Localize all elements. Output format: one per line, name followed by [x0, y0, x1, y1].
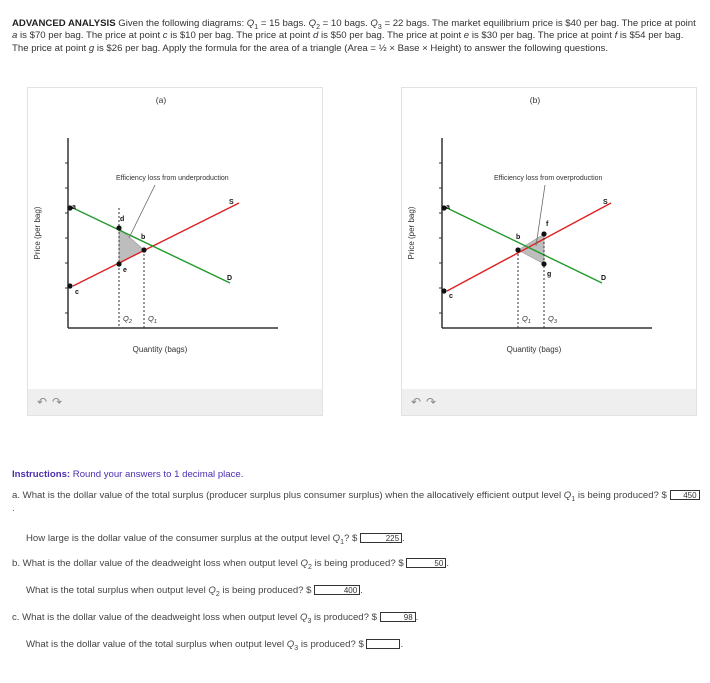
problem-label: ADVANCED ANALYSIS	[12, 18, 116, 29]
undo-icon[interactable]: ↶	[37, 395, 48, 409]
graph-b-tick-q1: $Q_1$	[522, 314, 531, 325]
question-a2: How large is the dollar value of the consumer surplus at the output level $Q_1$? $ 225 .	[26, 533, 405, 546]
graph-a-panel	[27, 87, 323, 416]
graph-a-point-b	[141, 247, 146, 252]
question-b2: What is the total surplus when output level $Q_2$ is being produced? $ 400 .	[26, 585, 363, 598]
graph-b-y-label: Price (per bag)	[407, 206, 416, 260]
question-c2: What is the dollar value of the total surplus when output level $Q_3$ is produced? $ .	[26, 639, 404, 652]
graph-b-label-g: g	[547, 271, 552, 278]
graph-b-point-g	[541, 261, 546, 266]
graph-a	[28, 88, 322, 388]
graph-a-label-a: a	[72, 204, 76, 211]
redo-icon[interactable]: ↷	[426, 395, 437, 409]
graph-b-label-s: S	[603, 199, 608, 206]
graph-a-tick-q2: $Q_2$	[123, 314, 132, 325]
graph-a-toolbar	[28, 389, 322, 415]
graph-b-point-f	[541, 231, 546, 236]
graph-b-demand-curve	[447, 208, 602, 283]
graph-b-annotation: Efficiency loss from overproduction	[494, 175, 603, 182]
problem-intro: ADVANCED ANALYSIS Given the following diagrams: $Q_1 = 15$ bags. $Q_2 = 10$ bags. $Q_3 = 22$ bags. The market equilibrium price is $40 per bag. The price at point a is $70 per bag. The price at point c is $10 per bag. The price at point d is $50 per bag. The price at point e is $30 per bag. The price at point f is $54 per bag. The price at point g is $26 per bag. Apply the formula for the area of a triangle (Area = ½ × Base × Height) to answer the following questions.	[12, 18, 696, 54]
graph-b-point-c	[441, 288, 446, 293]
graph-b-title: (b)	[529, 95, 541, 105]
graph-a-point-c	[67, 283, 72, 288]
graph-a-x-label: Quantity (bags)	[132, 345, 188, 354]
graph-a-supply-curve	[73, 203, 239, 286]
graph-b-label-dcurve: D	[601, 275, 607, 282]
graph-a-label-d: d	[120, 216, 125, 223]
instructions-label: Instructions:	[12, 469, 71, 480]
graph-a-point-d	[116, 225, 121, 230]
graph-a-label-e: e	[123, 267, 127, 274]
graph-a-label-c: c	[75, 289, 79, 296]
question-c: c. What is the dollar value of the deadweight loss when output level $Q_3$ is produced? $ 98 .	[12, 612, 419, 625]
answer-a2-input[interactable]: 225	[360, 533, 402, 543]
graph-b-label-c: c	[449, 293, 453, 300]
redo-icon[interactable]: ↷	[52, 395, 63, 409]
graph-b-point-b	[515, 247, 520, 252]
graph-a-annotation: Efficiency loss from underproduction	[116, 175, 229, 182]
instructions-text: Round your answers to 1 decimal place.	[72, 469, 244, 480]
answer-b-input[interactable]: 50	[406, 558, 446, 568]
graph-a-label-s: S	[229, 199, 234, 206]
graph-b-panel	[401, 87, 697, 416]
graph-a-label-b: b	[141, 234, 146, 241]
answer-b2-input[interactable]: 400	[314, 585, 360, 595]
graph-b-x-label: Quantity (bags)	[506, 345, 562, 354]
graph-b	[402, 88, 696, 388]
question-a: a. What is the dollar value of the total surplus (producer surplus plus consumer surplus) when the allocatively efficient output level $Q_1$ is being produced? $ 450.	[12, 490, 702, 515]
graph-a-label-dcurve: D	[227, 275, 233, 282]
graph-b-label-f: f	[546, 221, 549, 228]
instructions	[12, 469, 243, 480]
graph-a-title: (a)	[155, 95, 167, 105]
graph-b-tick-q3: $Q_3$	[548, 314, 557, 325]
answer-c-input[interactable]: 98	[380, 612, 416, 622]
graph-a-y-label: Price (per bag)	[33, 206, 42, 260]
graph-b-label-a: a	[446, 204, 450, 211]
graph-a-point-e	[116, 261, 121, 266]
graph-b-toolbar	[402, 389, 696, 415]
graph-a-tick-q1: $Q_1$	[148, 314, 157, 325]
graph-b-label-b: b	[516, 234, 521, 241]
answer-a-input[interactable]: 450	[670, 490, 700, 500]
question-b: b. What is the dollar value of the deadweight loss when output level $Q_2$ is being produced? $ 50 .	[12, 558, 449, 571]
undo-icon[interactable]: ↶	[411, 395, 422, 409]
graph-a-annotation-pointer	[129, 185, 155, 238]
answer-c2-input[interactable]	[366, 639, 400, 649]
